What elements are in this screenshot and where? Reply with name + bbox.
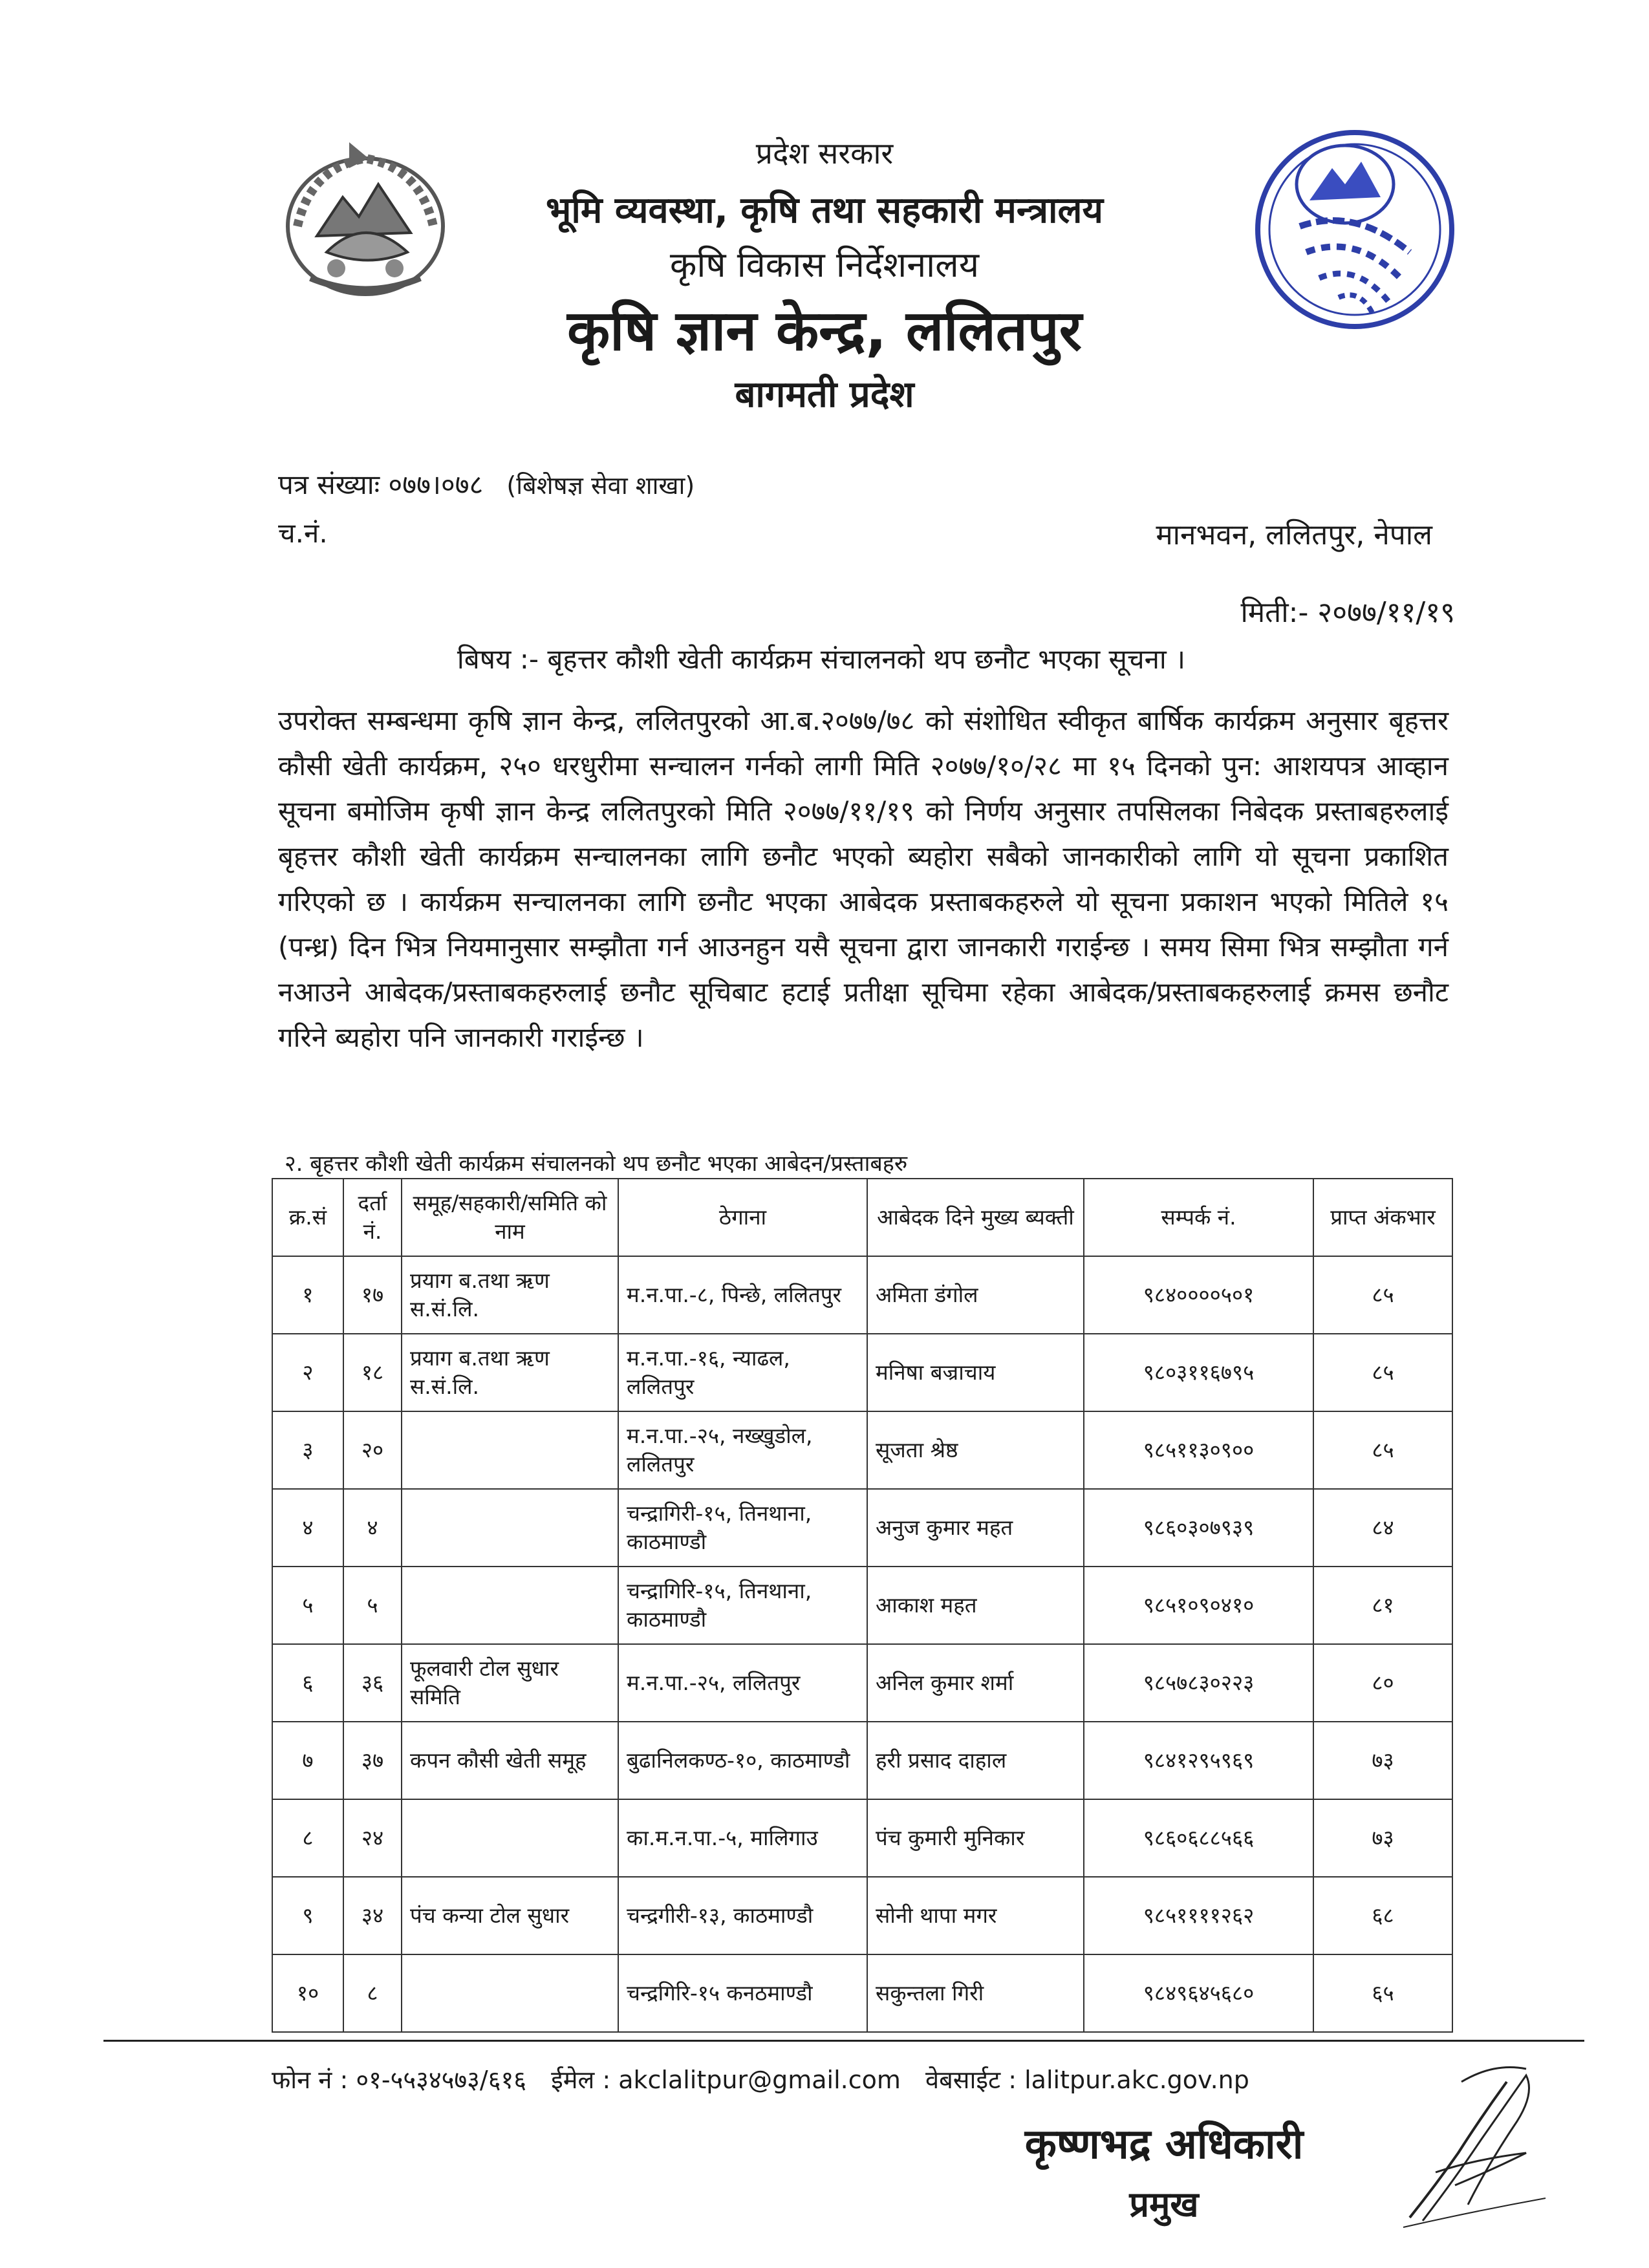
reference-number [278, 465, 695, 502]
footer-website[interactable]: lalitpur.akc.gov.np [1024, 2066, 1249, 2094]
cell-group [402, 1489, 618, 1567]
cell-reg: १७ [343, 1256, 402, 1334]
cell-score: ६५ [1313, 1954, 1452, 2032]
cell-group: फूलवारी टोल सुधार समिति [402, 1644, 618, 1722]
cell-score: ८५ [1313, 1334, 1452, 1411]
cell-reg: ३४ [343, 1877, 402, 1954]
cell-score: ८५ [1313, 1411, 1452, 1489]
col-score-header: प्राप्त अंकभार [1313, 1179, 1452, 1256]
cell-score: ७३ [1313, 1799, 1452, 1877]
cell-sn: ४ [272, 1489, 343, 1567]
table-row [272, 1567, 1452, 1644]
cell-reg: ५ [343, 1567, 402, 1644]
cell-contact: ९८५११११२६२ [1084, 1877, 1313, 1954]
cell-sn: १० [272, 1954, 343, 2032]
cell-person: मनिषा बज्राचाय [867, 1334, 1084, 1411]
cell-contact: ९८५११३०९०० [1084, 1411, 1313, 1489]
table-row [272, 1954, 1452, 2032]
footer-phone: फोन नं : ०१-५५३४५७३/६१६ [272, 2066, 526, 2094]
footer-web-label: वेबसाईट : [925, 2066, 1017, 2094]
cell-score: ७३ [1313, 1722, 1452, 1799]
cell-contact: ९८४१२९५९६९ [1084, 1722, 1313, 1799]
letter-subject: बिषय :- बृहत्तर कौशी खेती कार्यक्रम संचालनको थप छनौट भएका सूचना । [457, 643, 1186, 675]
cell-address: म.न.पा.-१६, न्याढल, ललितपुर [618, 1334, 867, 1411]
cell-address: का.म.न.पा.-५, मालिगाउ [618, 1799, 867, 1877]
cell-score: ८१ [1313, 1567, 1452, 1644]
cell-person: हरी प्रसाद दाहाल [867, 1722, 1084, 1799]
footer-email[interactable]: akclalitpur@gmail.com [618, 2066, 901, 2094]
cell-address: म.न.पा.-२५, नख्खुडोल, ललितपुर [618, 1411, 867, 1489]
table-row [272, 1489, 1452, 1567]
cell-group: प्रयाग ब.तथा ऋण स.सं.लि. [402, 1334, 618, 1411]
cell-score: ८४ [1313, 1489, 1452, 1567]
cell-person: अमिता डंगोल [867, 1256, 1084, 1334]
cell-contact: ९८५७८३०२२३ [1084, 1644, 1313, 1722]
cell-group [402, 1799, 618, 1877]
cell-sn: २ [272, 1334, 343, 1411]
table-row [272, 1256, 1452, 1334]
cell-reg: ३६ [343, 1644, 402, 1722]
cell-sn: ८ [272, 1799, 343, 1877]
header-province: बागमती प्रदेश [735, 374, 914, 416]
cell-address: म.न.पा.-८, पिन्छे, ललितपुर [618, 1256, 867, 1334]
cell-contact: ९८५१०९०४१० [1084, 1567, 1313, 1644]
cell-sn: ७ [272, 1722, 343, 1799]
table-row [272, 1334, 1452, 1411]
cell-person: सोनी थापा मगर [867, 1877, 1084, 1954]
table-title: २. बृहत्तर कौशी खेती कार्यक्रम संचालनको थप छनौट भएका आबेदन/प्रस्ताबहरु [285, 1151, 908, 1177]
table-row [272, 1799, 1452, 1877]
col-contact-header: सम्पर्क नं. [1084, 1179, 1313, 1256]
cell-group: कपन कौसी खेती समूह [402, 1722, 618, 1799]
table-row [272, 1644, 1452, 1722]
cell-address: बुढानिलकण्ठ-१०, काठमाण्डौ [618, 1722, 867, 1799]
footer-contact [272, 2062, 1249, 2096]
cell-contact: ९८४००००५०१ [1084, 1256, 1313, 1334]
office-seal-icon [1248, 123, 1461, 336]
table-row [272, 1411, 1452, 1489]
cell-group [402, 1411, 618, 1489]
footer-email-label: ईमेल : [551, 2066, 611, 2094]
cell-reg: ८ [343, 1954, 402, 2032]
header-government: प्रदेश सरकार [755, 136, 894, 171]
cell-reg: ४ [343, 1489, 402, 1567]
handwritten-signature-icon [1397, 2056, 1552, 2231]
cell-person: आकाश महत [867, 1567, 1084, 1644]
cell-reg: ३७ [343, 1722, 402, 1799]
col-person-header: आबेदक दिने मुख्य ब्यक्ती [867, 1179, 1084, 1256]
cell-group: पंच कन्या टोल सुधार [402, 1877, 618, 1954]
cell-person: अनिल कुमार शर्मा [867, 1644, 1084, 1722]
signatory-title: प्रमुख [1129, 2184, 1199, 2225]
reference-number-text: पत्र संख्याः ०७७।०७८ [278, 469, 484, 500]
cell-group [402, 1954, 618, 2032]
col-group-header: समूह/सहकारी/समिति को नाम [402, 1179, 618, 1256]
cell-reg: २४ [343, 1799, 402, 1877]
cell-contact: ९८४९६४५६८० [1084, 1954, 1313, 2032]
cell-score: ६८ [1313, 1877, 1452, 1954]
cell-address: चन्द्रागिरि-१५, तिनथाना, काठमाण्डौ [618, 1567, 867, 1644]
selection-table [272, 1178, 1453, 2033]
nepal-emblem-icon [272, 129, 459, 304]
table-header-row [272, 1179, 1452, 1256]
cell-person: सकुन्तला गिरी [867, 1954, 1084, 2032]
letter-date: मिती:- २०७७/११/१९ [1240, 596, 1455, 629]
col-address-header: ठेगाना [618, 1179, 867, 1256]
cell-score: ८५ [1313, 1256, 1452, 1334]
cell-address: चन्द्रगिरि-१५ कनठमाण्डौ [618, 1954, 867, 2032]
header-office: कृषि ज्ञान केन्द्र, ललितपुर [567, 299, 1082, 363]
cell-address: म.न.पा.-२५, ललितपुर [618, 1644, 867, 1722]
header-ministry: भूमि व्यवस्था, कृषि तथा सहकारी मन्त्रालय [546, 189, 1103, 231]
cell-group [402, 1567, 618, 1644]
col-reg-header: दर्ता नं. [343, 1179, 402, 1256]
letter-body: उपरोक्त सम्बन्धमा कृषि ज्ञान केन्द्र, ललितपुरको आ.ब.२०७७/७८ को संशोधित स्वीकृत बार्षिक कार्यक्रम अनुसार बृहत्तर कौसी खेती कार्यक्रम, २५० धरधुरीमा सन्चालन गर्नको लागी मिति २०७७/१०/२८ मा १५ दिनको पुन: आशयपत्र आव्हान सूचना बमोजिम कृषी ज्ञान केन्द्र ललितपुरको मिति २०७७/११/१९ को निर्णय अनुसार तपसिलका निबेदक प्रस्ताबहरुलाई बृहत्तर कौशी खेती कार्यक्रम सन्चालनका लागि छनौट भएको ब्यहोरा सबैको जानकारीको लागि यो सूचना प्रकाशित गरिएको छ । कार्यक्रम सन्चालनका लागि छनौट भएका आबेदक प्रस्ताबकहरुले यो सूचना प्रकाशन भएको मितिले १५ (पन्ध्र) दिन भित्र नियमानुसार सम्झौता गर्न आउनहुन यसै सूचना द्वारा जानकारी गराईन्छ । समय सिमा भित्र सम्झौता गर्न नआउने आबेदक/प्रस्ताबकहरुलाई छनौट सूचिबाट हटाई प्रतीक्षा सूचिमा रहेका आबेदक/प्रस्ताबकहरुलाई क्रमस छनौट गरिने ब्यहोरा पनि जानकारी गराईन्छ । [278, 705, 1449, 1053]
cell-sn: ६ [272, 1644, 343, 1722]
dispatch-number: च.नं. [278, 517, 328, 549]
header-directorate: कृषि विकास निर्देशनालय [669, 244, 980, 285]
col-sn-header: क्र.सं [272, 1179, 343, 1256]
cell-reg: २० [343, 1411, 402, 1489]
cell-sn: ९ [272, 1877, 343, 1954]
cell-contact: ९८०३११६७९५ [1084, 1334, 1313, 1411]
cell-address: चन्द्रगीरी-१३, काठमाण्डौ [618, 1877, 867, 1954]
footer-divider [103, 2040, 1584, 2042]
table-row [272, 1877, 1452, 1954]
cell-contact: ९८६०३०७९३९ [1084, 1489, 1313, 1567]
cell-sn: १ [272, 1256, 343, 1334]
cell-sn: ३ [272, 1411, 343, 1489]
cell-person: पंच कुमारी मुनिकार [867, 1799, 1084, 1877]
cell-reg: १८ [343, 1334, 402, 1411]
cell-person: अनुज कुमार महत [867, 1489, 1084, 1567]
cell-contact: ९८६०६८८५६६ [1084, 1799, 1313, 1877]
cell-group: प्रयाग ब.तथा ऋण स.सं.लि. [402, 1256, 618, 1334]
cell-address: चन्द्रागिरी-१५, तिनथाना, काठमाण्डौ [618, 1489, 867, 1567]
branch-name: (बिशेषज्ञ सेवा शाखा) [506, 471, 695, 500]
cell-person: सूजता श्रेष्ठ [867, 1411, 1084, 1489]
signatory-name: कृष्णभद्र अधिकारी [1024, 2121, 1304, 2168]
cell-score: ८० [1313, 1644, 1452, 1722]
office-location: मानभवन, ललितपुर, नेपाल [1156, 519, 1432, 551]
cell-sn: ५ [272, 1567, 343, 1644]
table-row [272, 1722, 1452, 1799]
